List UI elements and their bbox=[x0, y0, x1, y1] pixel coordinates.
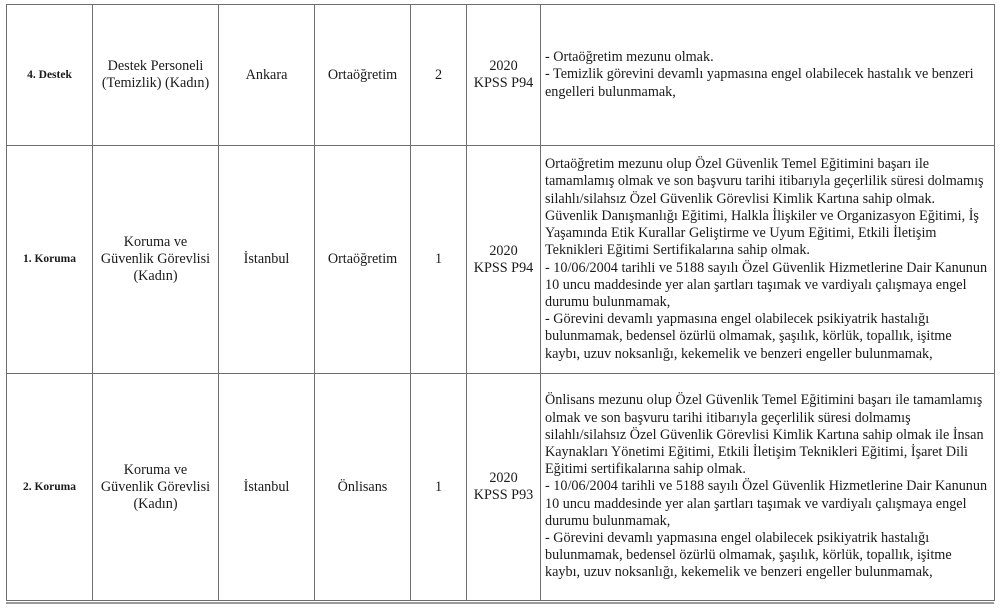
requirement-item: Ortaöğretim mezunu olup Özel Güvenlik Temel Eğitimini başarı ile tamamlamış olmak ve son başvuru tarihi itibarıyla geçerlilik süresi dolmamış silahlı/silahsız Özel Güvenlik Görevlisi Kimlik Kartına sahip olmak. Güvenlik Danışmanlığı Eğitimi, Halkla İlişkiler ve Organizasyon Eğitimi, İş Yaşamında Etik Kurallar Geliştirme ve Uyum Eğitimi, Etkili İletişim Teknikleri Eğitimi Sertifikalarına sahip olmak. bbox=[545, 156, 984, 259]
city-cell: İstanbul bbox=[219, 146, 315, 374]
kpss-year: 2020 bbox=[489, 242, 518, 259]
requirement-item: - 10/06/2004 tarihli ve 5188 sayılı Özel Güvenlik Hizmetlerine Dair Kanunun 10 uncu maddesinde yer alan şartları taşımak ve vardiyalı çalışmaya engel durumu bulunmamak, bbox=[545, 259, 988, 310]
requirement-item: Önlisans mezunu olup Özel Güvenlik Temel Eğitimini başarı ile tamamlamış olmak ve son başvuru tarihi itibarıyla geçerlilik süresi dolmamış silahlı/silahsız Özel Güvenlik Görevlisi Kimlik Kartına sahip olmak ile İnsan Kaynakları Yönetimi Eğitimi, Etkili İletişim Teknikleri Eğitimi, İşaret Dili Eğitimi sertifikalarına sahip olmak. bbox=[545, 392, 984, 478]
position-code-cell: 1. Koruma bbox=[7, 146, 93, 374]
requirement-item: - Temizlik görevini devamlı yapmasına engel olabilecek hastalık ve benzeri engelleri bulunmamak, bbox=[545, 66, 974, 100]
position-title-cell: Destek Personeli (Temizlik) (Kadın) bbox=[93, 5, 219, 146]
position-code-cell: 2. Koruma bbox=[7, 374, 93, 601]
kpss-cell bbox=[467, 146, 541, 374]
education-level-cell: Önlisans bbox=[315, 374, 411, 601]
requirements-cell bbox=[541, 374, 995, 601]
kpss-cell bbox=[467, 5, 541, 146]
education-level-cell: Ortaöğretim bbox=[315, 5, 411, 146]
vacancy-count-cell: 2 bbox=[411, 5, 467, 146]
kpss-cell bbox=[467, 374, 541, 601]
position-title-cell: Koruma ve Güvenlik Görevlisi (Kadın) bbox=[93, 374, 219, 601]
kpss-score-type: KPSS P94 bbox=[473, 75, 534, 91]
requirement-item: - Ortaöğretim mezunu olmak. bbox=[545, 49, 714, 66]
vacancy-count-cell: 1 bbox=[411, 146, 467, 374]
table-row bbox=[7, 146, 995, 374]
city-cell: İstanbul bbox=[219, 374, 315, 601]
requirements-cell bbox=[541, 5, 995, 146]
kpss-year: 2020 bbox=[489, 58, 518, 74]
position-code-cell: 4. Destek bbox=[7, 5, 93, 146]
table-row bbox=[7, 374, 995, 601]
requirements-cell bbox=[541, 146, 995, 374]
table-row bbox=[7, 5, 995, 146]
vacancy-count-cell: 1 bbox=[411, 374, 467, 601]
table-bottom-border bbox=[6, 602, 994, 604]
kpss-year: 2020 bbox=[489, 470, 518, 486]
education-level-cell: Ortaöğretim bbox=[315, 146, 411, 374]
kpss-score-type: KPSS P94 bbox=[473, 259, 534, 276]
requirement-item: - Görevini devamlı yapmasına engel olabilecek psikiyatrik hastalığı bulunmamak, bedensel özürlü olmamak, şaşılık, körlük, topallık, işitme kaybı, uzuv noksanlığı, kekemelik ve benzeri engeller bulunmamak, bbox=[545, 311, 952, 362]
position-title-cell: Koruma ve Güvenlik Görevlisi (Kadın) bbox=[93, 146, 219, 374]
requirement-item: - 10/06/2004 tarihli ve 5188 sayılı Özel Güvenlik Hizmetlerine Dair Kanunun 10 uncu maddesinde yer alan şartları taşımak ve vardiyalı çalışmaya engel durumu bulunmamak, bbox=[545, 478, 988, 529]
city-cell: Ankara bbox=[219, 5, 315, 146]
job-positions-table bbox=[6, 4, 995, 601]
requirement-item: - Görevini devamlı yapmasına engel olabilecek psikiyatrik hastalığı bulunmamak, bedensel özürlü olmamak, şaşılık, körlük, topallık, işitme kaybı, uzuv noksanlığı, kekemelik ve benzeri engeller bulunmamak, bbox=[545, 530, 952, 581]
kpss-score-type: KPSS P93 bbox=[473, 487, 534, 503]
